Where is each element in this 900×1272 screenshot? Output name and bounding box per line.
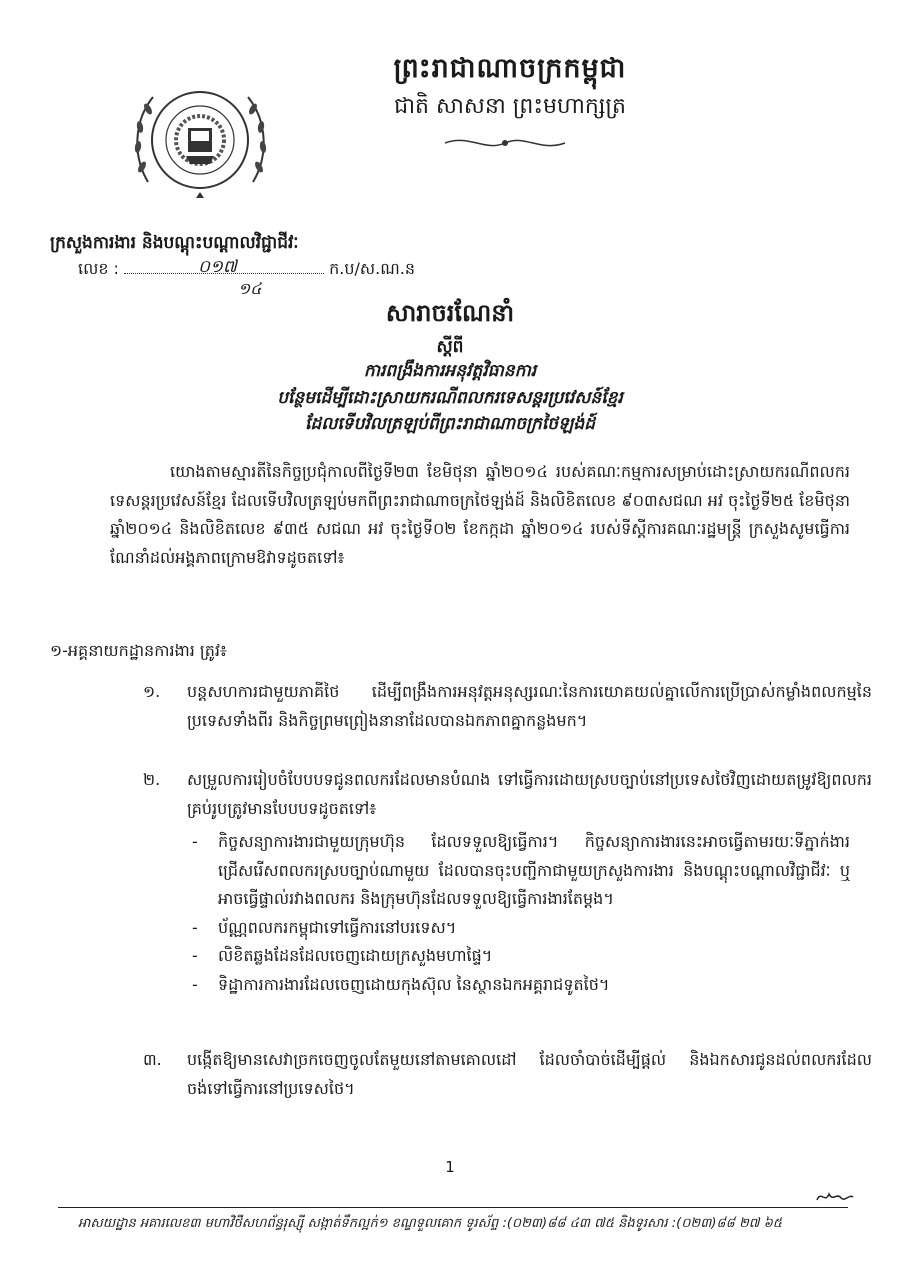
subtitle-line: ដែលទើបវិលត្រឡប់ពីព្រះរាជាណាចក្រថៃឡង់ដ៍ xyxy=(305,414,595,434)
section-heading: ១-អគ្គនាយកដ្ឋានការងារ ត្រូវ៖ xyxy=(50,641,227,660)
subtitle-line: ការពង្រឹងការអនុវត្តវិធានការ xyxy=(363,361,537,381)
kingdom-heading: ព្រះរាជាណាចក្រកម្ពុជា xyxy=(393,53,627,84)
list-item xyxy=(192,828,850,914)
reference-label: លេខ : xyxy=(78,259,119,278)
page-number: 1 xyxy=(445,1158,455,1176)
list-item-text: កិច្ចសន្យាការងារជាមួយក្រុមហ៊ុន ដែលទទួលឱ្យធ្វើការ។ កិច្ចសន្យាការងារនេះអាចធ្វើតាមរយៈទីភ្នាក់ងារជ្រើសរើសពលករស្របច្បាប់ណាមួយ ដែលបានចុះបញ្ជីកាជាមួយក្រសួងការងារ និងបណ្តុះបណ្តាលវិជ្ជាជីវៈ ឬអាចធ្វើផ្ទាល់រវាងពលករ និងក្រុមហ៊ុនដែលទទួលឱ្យធ្វើការងារតែម្តង។ xyxy=(218,832,850,908)
national-motto: ជាតិ សាសនា ព្រះមហាក្សត្រ xyxy=(394,94,626,119)
bullet-marker: - xyxy=(192,946,198,965)
intro-paragraph: យោងតាមស្មារតីនៃកិច្ចប្រជុំកាលពីថ្ងៃទី២៣ ខែមិថុនា ឆ្នាំ២០១៤ របស់គណៈកម្មការសម្រាប់ដោះស្រាយករណីពលករទេសន្តរប្រវេសន៍ខ្មែរ ដែលទើបវិលត្រឡប់មកពីព្រះរាជាណាចក្រថៃឡង់ដ៍ និងលិខិតលេខ ៩០៣សជណ អវ ចុះថ្ងៃទី២៥ ខែមិថុនា ឆ្នាំ២០១៤ និងលិខិតលេខ ៩៣៥ សជណ អវ ចុះថ្ងៃទី០២ ខែកក្កដា ឆ្នាំ២០១៤ របស់ទីស្តីការគណៈរដ្ឋមន្ត្រី ក្រសួងសូមធ្វើការណែនាំដល់អង្គភាពក្រោមឱវាទដូចតទៅ៖ xyxy=(110,462,850,567)
ministry-name: ក្រសួងការងារ និងបណ្តុះបណ្តាលវិជ្ជាជីវៈ xyxy=(50,233,299,253)
list-item xyxy=(192,914,850,943)
requirement-list xyxy=(192,828,850,999)
numbered-item xyxy=(143,1046,872,1103)
bullet-marker: - xyxy=(192,974,198,994)
item-text: បន្តសហការជាមួយភាគីថៃ ដើម្បីពង្រឹងការអនុវត្តអនុស្សរណៈនៃការយោគយល់គ្នាលើការប្រើប្រាស់កម្លាំងពលកម្មនៃប្រទេសទាំងពីរ និងកិច្ចព្រមព្រៀងនានាដែលបានឯកភាពគ្នាកន្លងមក។ xyxy=(187,682,872,730)
list-item xyxy=(192,971,850,1000)
bullet-marker: - xyxy=(192,917,198,937)
list-item-text: ប័ណ្ណពលករកម្ពុជាទៅធ្វើការនៅបរទេស។ xyxy=(218,917,457,937)
subtitle-about: ស្តីពី xyxy=(436,337,464,357)
item-text: សម្រួលការរៀបចំបែបបទជូនពលករដែលមានបំណង ទៅធ្វើការដោយស្របច្បាប់នៅប្រទេសថៃវិញដោយតម្រូវឱ្យពលករគ្រប់រូបត្រូវមានបែបបទដូចតទៅ៖ xyxy=(187,770,872,818)
handwritten-initials-icon xyxy=(815,1188,855,1206)
item-text: បង្កើតឱ្យមានសេវាច្រកចេញចូលតែមួយនៅតាមគោលដៅ ដែលចាំបាច់ដើម្បីផ្តល់ និងឯកសារជូនដល់ពលករដែលចង់ទៅធ្វើការនៅប្រទេសថៃ។ xyxy=(187,1050,872,1098)
list-item-text: លិខិតឆ្លងដែនដែលចេញដោយក្រសួងមហាផ្ទៃ។ xyxy=(218,946,493,965)
reference-number: ០១៧ xyxy=(198,257,237,277)
numbered-item xyxy=(143,766,872,823)
list-item xyxy=(192,942,850,971)
item-number: ៣. xyxy=(143,1050,162,1069)
item-number: ១. xyxy=(143,682,161,701)
bullet-marker: - xyxy=(192,832,198,851)
subtitle-line: បន្ថែមដើម្បីដោះស្រាយករណីពលករទេសន្តរប្រវេសន៍ខ្មែរ xyxy=(277,388,623,408)
reference-year: ១៤ xyxy=(238,279,262,298)
reference-line xyxy=(78,257,416,298)
ministry-seal-icon xyxy=(128,82,273,202)
footer-divider xyxy=(58,1207,848,1208)
document-title: សារាចរណែនាំ xyxy=(385,299,515,327)
footer-address: អាសយដ្ឋាន អគារលេខ៣ មហាវិថីសហព័ន្ធរុស្ស៊ី សង្កាត់ទឹកល្អក់១ ខណ្ឌទួលគោក ទូរស័ព្ទ :(០២៣)៨៨ ៤៣ ៧៥ និងទូរសារ :(០២៣)៨៨ ២៧ ៦៥ xyxy=(78,1216,783,1231)
item-number: ២. xyxy=(143,770,161,789)
numbered-item xyxy=(143,678,872,735)
reference-code: ក.ប/ស.ណ.ន xyxy=(329,259,416,278)
list-item-text: ទិដ្ឋាការការងារដែលចេញដោយកុងស៊ុល នៃស្ថានឯកអគ្គរាជទូតថៃ។ xyxy=(218,974,610,994)
divider-ornament-icon xyxy=(440,132,570,154)
